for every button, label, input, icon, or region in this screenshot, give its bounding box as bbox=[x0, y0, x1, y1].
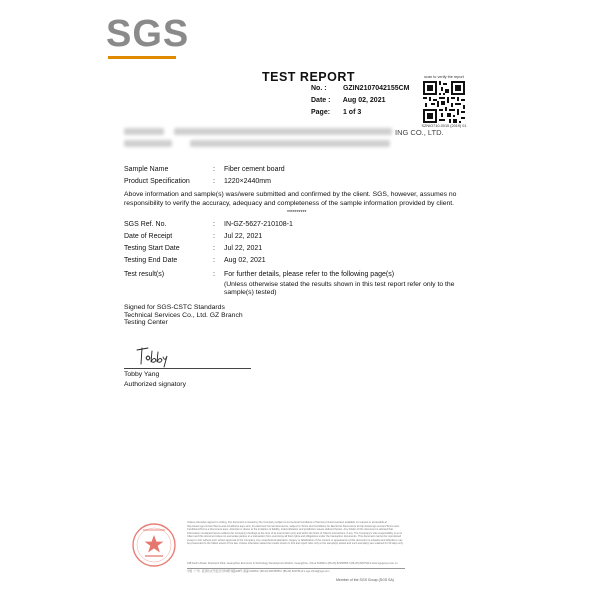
detail-value: Aug 02, 2021 bbox=[224, 257, 266, 264]
detail-row: Date of Receipt : Jul 22, 2021 bbox=[124, 233, 263, 240]
sample-name-value: Fiber cement board bbox=[224, 166, 285, 173]
detail-row: Testing Start Date : Jul 22, 2021 bbox=[124, 245, 263, 252]
test-result-line1: For further details, please refer to the following page(s) bbox=[224, 271, 395, 278]
signer-name: Tobby Yang bbox=[124, 371, 160, 378]
report-page-row bbox=[311, 109, 361, 116]
test-result-label: Test result(s) bbox=[124, 271, 165, 278]
detail-label: SGS Ref. No. bbox=[124, 221, 167, 228]
report-number-row bbox=[311, 85, 410, 92]
redacted-block bbox=[174, 128, 392, 135]
redacted-block bbox=[124, 128, 164, 135]
detail-label: Date of Receipt bbox=[124, 233, 173, 240]
redacted-block bbox=[190, 140, 390, 147]
footer-terms: Unless otherwise agreed in writing, this document is issued by the Company subject to its General Conditions of Service printed overleaf, available on request or accessible at http://www.sgs.com/en/Terms-and-Conditions.aspx and, for electronic format documents, subject to Terms and Conditions for Electronic Documents at http://www.sgs.com/en/Terms-and-Conditions/Terms-e-Document.aspx. Attention is drawn to the limitation of liability, indemnification and jurisdiction issues defined therein. Any holder of this document is advised that information contained hereon reflects the Company's findings at the time of its intervention only and within the limits of Client's instructions, if any. The Company's sole responsibility is to its Client and this document does not exonerate parties to a transaction from exercising all their rights and obligations under the transaction documents. This document cannot be reproduced except in full, without prior written approval of the Company. Any unauthorized alteration, forgery or falsification of the content or appearance of this document is unlawful and offenders may be prosecuted to the fullest extent of the law. Unless otherwise stated the results shown in this test report refer only to the sample(s) tested and such sample(s) are retained for 30 days only. bbox=[187, 521, 404, 545]
signature-image bbox=[134, 340, 172, 368]
product-spec-value: 1220×2440mm bbox=[224, 178, 271, 185]
report-date-value: Aug 02, 2021 bbox=[342, 97, 386, 104]
sample-name-label: Sample Name bbox=[124, 166, 169, 173]
report-page-label: Page: bbox=[311, 109, 331, 116]
footer-address-en: 198 Kezhu Road, Scientech Park, Guangzhou Economic & Technology Development District, Guangzhou, China 510663 t (86-20) 82155555 f (86-20) 82075113 www.sgsgroup.com.cn bbox=[187, 562, 398, 565]
logo-underline bbox=[108, 56, 176, 59]
official-seal-icon bbox=[131, 522, 177, 568]
signer-title: Authorized signatory bbox=[124, 381, 186, 388]
signer-block bbox=[124, 370, 186, 390]
product-spec-row: Product Specification : 1220×2440mm bbox=[124, 178, 271, 185]
member-line: Member of the SGS Group (SGS SA) bbox=[336, 578, 394, 582]
report-title: TEST REPORT bbox=[262, 70, 356, 84]
footer-divider bbox=[187, 568, 405, 569]
report-page-value: 1 of 3 bbox=[342, 109, 362, 116]
signed-for-text: Signed for SGS-CSTC Standards Technical Services Co., Ltd. GZ Branch Testing Center bbox=[124, 304, 243, 327]
test-result-row: Test result(s) : For further details, please refer to the following page(s) bbox=[124, 271, 395, 278]
company-name-partial: ING CO., LTD. bbox=[395, 128, 444, 137]
qr-bottom-caption: SZNIO710-0015 (2019) 01 bbox=[421, 124, 467, 128]
sgs-logo bbox=[106, 13, 190, 58]
detail-label: Testing Start Date bbox=[124, 245, 180, 252]
sample-name-row: Sample Name : Fiber cement board bbox=[124, 166, 285, 173]
disclaimer-paragraph: Above information and sample(s) was/were submitted and confirmed by the client. SGS, however, assumes no responsibility to verify the accuracy, adequacy and completeness of the sample information provided by client. bbox=[124, 191, 457, 207]
footer-address-cn: 中国 · 广州 · 经济技术开发区科学城科珠路198号 邮编 510663 t (86-20) 82155555 f (86-20) 82075113 e sgs.china@sgs.com bbox=[187, 570, 330, 573]
footer-address bbox=[187, 562, 405, 565]
report-date-label: Date : bbox=[311, 97, 331, 104]
detail-value: IN-GZ-5627-210108-1 bbox=[224, 221, 293, 228]
signature-line bbox=[124, 368, 251, 369]
product-spec-label: Product Specification bbox=[124, 178, 190, 185]
report-date-row bbox=[311, 97, 386, 104]
detail-value: Jul 22, 2021 bbox=[224, 233, 263, 240]
detail-value: Jul 22, 2021 bbox=[224, 245, 263, 252]
report-number-label: No. : bbox=[311, 85, 327, 92]
qr-code-icon[interactable] bbox=[423, 81, 465, 123]
test-result-line2: (Unless otherwise stated the results shown in this test report refer only to the bbox=[224, 281, 455, 288]
detail-label: Testing End Date bbox=[124, 257, 178, 264]
report-number-value: GZIN2107042155CM bbox=[342, 85, 410, 92]
test-result-line3: sample(s) tested) bbox=[224, 289, 277, 296]
qr-top-caption: scan to verify the report bbox=[424, 75, 464, 79]
detail-row: SGS Ref. No. : IN-GZ-5627-210108-1 bbox=[124, 221, 293, 228]
separator-stars: ********** bbox=[287, 210, 307, 216]
logo-text: SGS bbox=[106, 13, 190, 55]
redacted-block bbox=[124, 140, 172, 147]
detail-row: Testing End Date : Aug 02, 2021 bbox=[124, 257, 266, 264]
